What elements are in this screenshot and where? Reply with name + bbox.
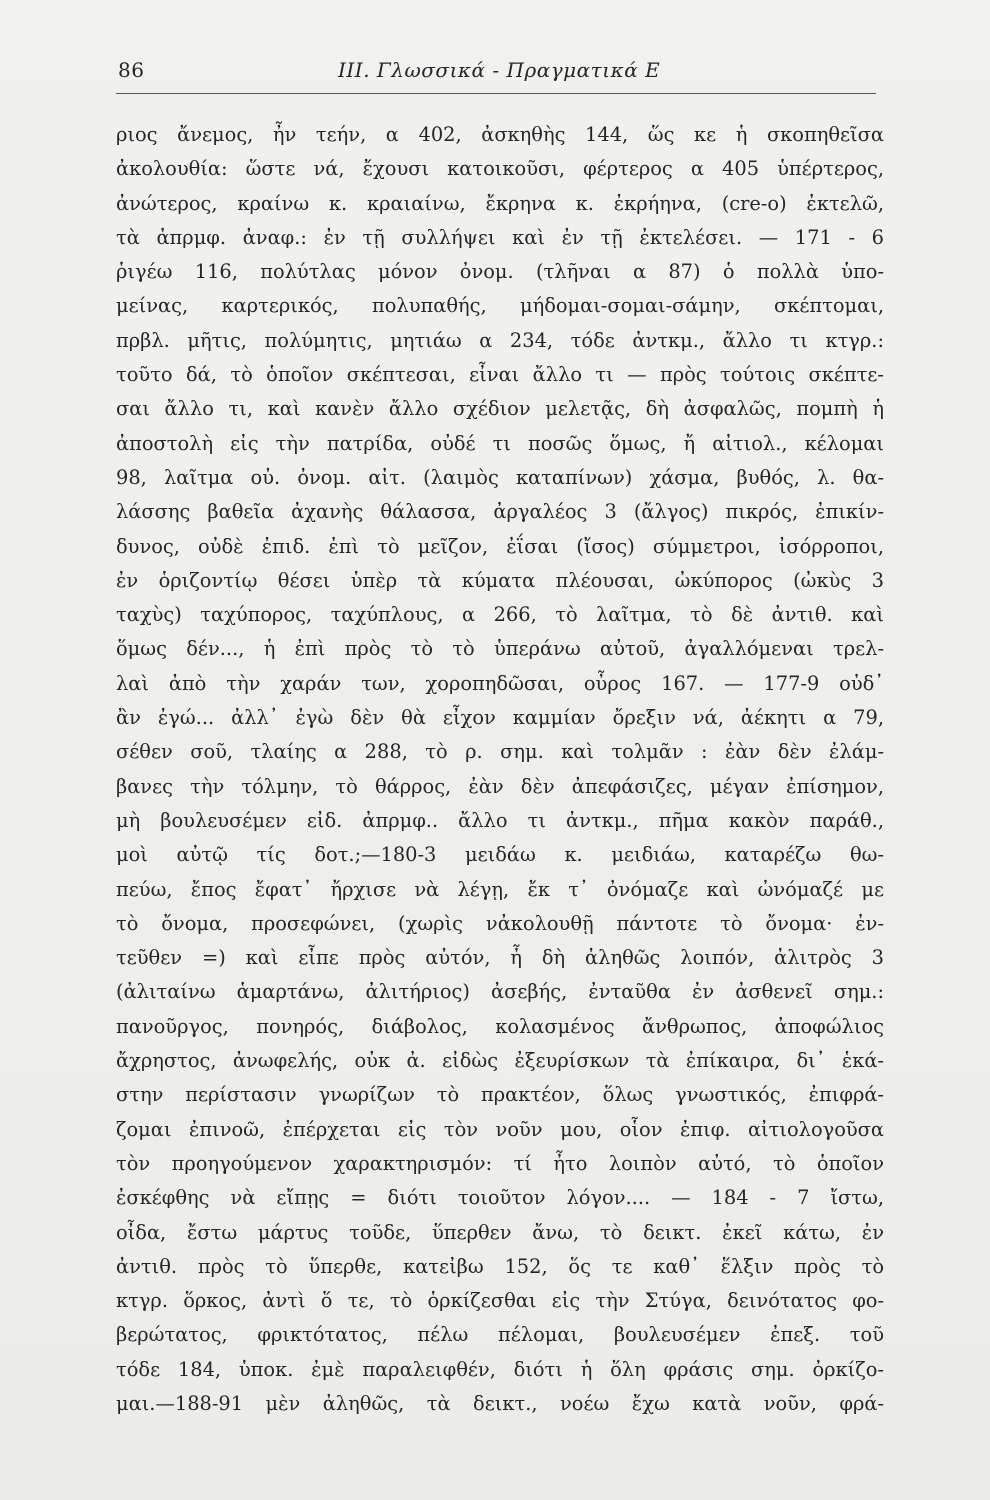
text-line: ἂν ἐγώ... ἀλλ᾿ ἐγὼ δὲν θὰ εἶχον καμμίαν ὄρεξιν νά, ἀέκητι α 79, — [116, 706, 884, 730]
text-line: ἐν ὁριζοντίῳ θέσει ὑπὲρ τὰ κύματα πλέουσαι, ὠκύπορος (ὠκὺς 3 — [116, 568, 884, 592]
running-title: III. Γλωσσικά - Πραγματικά Ε — [338, 58, 661, 82]
text-line: ῥιγέω 116, πολύτλας μόνον ὀνομ. (τλῆναι α 87) ὁ πολλὰ ὑπο- — [116, 260, 884, 284]
text-line: πανοῦργος, πονηρός, διάβολος, κολασμένος ἄνθρωπος, ἀποφώλιος — [116, 1014, 884, 1038]
text-line: λαὶ ἀπὸ τὴν χαράν των, χοροπηδῶσαι, οὖρος 167. — 177-9 οὐδ᾿ — [116, 671, 884, 695]
text-line: ἀνώτερος, κραίνω κ. κραιαίνω, ἔκρηνα κ. ἐκρήηνα, (cre-o) ἐκτελῶ, — [116, 191, 884, 215]
text-line: μὴ βουλευσέμεν εἰδ. ἀπρμφ.. ἄλλο τι ἀντκμ., πῆμα κακὸν παράθ., — [116, 808, 884, 832]
text-line: ριος ἄνεμος, ἦν τεήν, α 402, ἀσκηθὴς 144, ὥς κε ἡ σκοπηθεῖσα — [116, 123, 884, 146]
commentary-text — [116, 118, 884, 1421]
text-line: ἐσκέφθης νὰ εἴπῃς = διότι τοιοῦτον λόγον.... — 184 - 7 ἴστω, — [116, 1186, 884, 1210]
text-line: (ἀλιταίνω ἁμαρτάνω, ἀλιτήριος) ἀσεβής, ἐνταῦθα ἐν ἀσθενεῖ σημ.: — [116, 980, 884, 1004]
text-line: δυνος, οὐδὲ ἐπιδ. ἐπὶ τὸ μεῖζον, ἐΐσαι (ἴσος) σύμμετροι, ἰσόρροποι, — [116, 534, 884, 558]
text-line: λάσσης βαθεῖα ἀχανὴς θάλασσα, ἀργαλέος 3 (ἄλγος) πικρός, ἐπικίν- — [116, 500, 884, 524]
text-line: μαι.—188-91 μὲν ἀληθῶς, τὰ δεικτ., νοέω ἔχω κατὰ νοῦν, φρά- — [116, 1391, 884, 1415]
text-line: ταχὺς) ταχύπορος, ταχύπλους, α 266, τὸ λαῖτμα, τὸ δὲ ἀντιθ. καὶ — [116, 603, 884, 627]
text-line: κτγρ. ὅρκος, ἀντὶ ὅ τε, τὸ ὁρκίζεσθαι εἰς τὴν Στύγα, δεινότατος φο- — [116, 1289, 884, 1313]
text-line: βανες τὴν τόλμην, τὸ θάρρος, ἐὰν δὲν ἀπεφάσιζες, μέγαν ἐπίσημον, — [116, 774, 884, 798]
text-line: τὰ ἀπρμφ. ἀναφ.: ἐν τῇ συλλήψει καὶ ἐν τῇ ἐκτελέσει. — 171 - 6 — [116, 225, 884, 249]
text-line: τοῦτο δά, τὸ ὁποῖον σκέπτεσαι, εἶναι ἄλλο τι — πρὸς τούτοις σκέπτε- — [116, 363, 884, 387]
text-line: τὸν προηγούμενον χαρακτηρισμόν: τί ἦτο λοιπὸν αὐτό, τὸ ὁποῖον — [116, 1151, 884, 1175]
text-line: στην περίστασιν γνωρίζων τὸ πρακτέον, ὅλως γνωστικός, ἐπιφρά- — [116, 1083, 884, 1107]
text-line: τόδε 184, ὑποκ. ἐμὲ παραλειφθέν, διότι ἡ ὅλη φράσις σημ. ὀρκίζο- — [116, 1357, 884, 1381]
text-line: τεῦθεν =) καὶ εἶπε πρὸς αὐτόν, ἦ δὴ ἀληθῶς λοιπόν, ἀλιτρὸς 3 — [116, 946, 884, 970]
text-line: πρβλ. μῆτις, πολύμητις, μητιάω α 234, τόδε ἀντκμ., ἄλλο τι κτγρ.: — [116, 328, 884, 352]
text-line: μείνας, καρτερικός, πολυπαθής, μήδομαι-σομαι-σάμην, σκέπτομαι, — [116, 294, 884, 318]
header-rule — [116, 93, 876, 94]
text-line: 98, λαῖτμα οὐ. ὀνομ. αἰτ. (λαιμὸς καταπίνων) χάσμα, βυθός, λ. θα- — [116, 465, 884, 489]
text-line: οἶδα, ἔστω μάρτυς τοῦδε, ὕπερθεν ἄνω, τὸ δεικτ. ἐκεῖ κάτω, ἐν — [116, 1220, 884, 1244]
text-line: σαι ἄλλο τι, καὶ κανὲν ἄλλο σχέδιον μελετᾷς, δὴ ἀσφαλῶς, πομπὴ ἡ — [116, 397, 884, 421]
text-line: ἀκολουθία: ὥστε νά, ἔχουσι κατοικοῦσι, φέρτερος α 405 ὑπέρτερος, — [116, 157, 884, 181]
text-line: ἀποστολὴ εἰς τὴν πατρίδα, οὐδέ τι ποσῶς ὅμως, ἤ αἰτιολ., κέλομαι — [116, 431, 884, 455]
text-line: βερώτατος, φρικτότατος, πέλω πέλομαι, βουλευσέμεν ἐπεξ. τοῦ — [116, 1323, 884, 1347]
text-line: ἄχρηστος, ἀνωφελής, οὐκ ἀ. εἰδὼς ἐξευρίσκων τὰ ἐπίκαιρα, δι᾿ ἑκά- — [116, 1049, 884, 1073]
text-line: μοὶ αὐτῷ τίς δοτ.;—180-3 μειδάω κ. μειδιάω, καταρέζω θω- — [116, 843, 884, 867]
text-line: ζομαι ἐπινοῶ, ἐπέρχεται εἰς τὸν νοῦν μου, οἷον ἐπιφ. αἰτιολογοῦσα — [116, 1117, 884, 1141]
page-number: 86 — [118, 58, 145, 82]
text-line: ἀντιθ. πρὸς τὸ ὕπερθε, κατεἰβω 152, ὅς τε καθ᾿ ἕλξιν πρὸς τὸ — [116, 1254, 884, 1278]
text-line: τὸ ὄνομα, προσεφώνει, (χωρὶς νἀκολουθῇ πάντοτε τὸ ὄνομα· ἐν- — [116, 911, 884, 935]
text-line: πεύω, ἔπος ἔφατ᾿ ἤρχισε νὰ λέγῃ, ἔκ τ᾿ ὀνόμαζε καὶ ὠνόμαζέ με — [116, 877, 884, 901]
text-line: σέθεν σοῦ, τλαίης α 288, τὸ ρ. σημ. καὶ τολμᾶν : ἐὰν δὲν ἐλάμ- — [116, 740, 884, 764]
running-header — [118, 58, 870, 92]
text-line: ὅμως δέν..., ἡ ἐπὶ πρὸς τὸ τὸ ὑπεράνω αὐτοῦ, ἀγαλλόμεναι τρελ- — [116, 637, 884, 661]
